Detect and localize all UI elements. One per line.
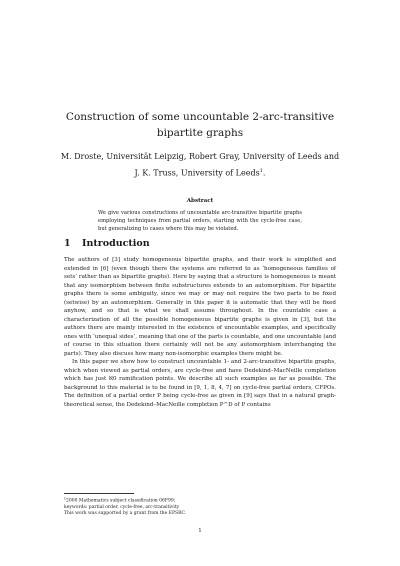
footnote-1: $^1$2000 Mathematics subject classification 06F99; bbox=[64, 497, 176, 504]
abstract-heading: Abstract bbox=[186, 198, 214, 204]
title-line-2: bipartite graphs bbox=[156, 127, 244, 139]
footnote-rule bbox=[64, 493, 134, 494]
paragraph-2: In this paper we show how to construct uncountable 1- and 2-arc-transitive bipartite graphs, which when viewed as partial orders, are cycle-free and have Dedekind–MacNeille completion which has just ℵ0 ramification points. We describe all such examples as far as possible. The background to this material is to be found in [9, 1, 8, 4, 7] on cycle-free partial orders, CFPOs. The definition of a partial order P being cycle-free as given in [9] says that in a natural graph-theoretical sense, the Dedekind–MacNeille completion P^D of P contains bbox=[64, 359, 336, 408]
authors-line-1: M. Droste, Universität Leipzig, Robert Gray, University of Leeds and bbox=[60, 152, 340, 161]
footnote-3: This work was supported by a grant from the EPSRC. bbox=[64, 511, 187, 517]
authors-line-2-text: J. K. Truss, University of Leeds bbox=[134, 168, 260, 178]
section-title: Introduction bbox=[82, 238, 150, 249]
section-number: 1 bbox=[64, 238, 71, 249]
authors-line-2: J. K. Truss, University of Leeds$^1$. bbox=[134, 168, 266, 178]
abstract-text: We give various constructions of uncountable arc-transitive bipartite graphs employing techniques from partial orders, starting with the cycle-free case, but generalizing to cases where this may be violated. bbox=[98, 210, 302, 233]
footnotes bbox=[64, 496, 336, 518]
footnote-marker: 1 bbox=[64, 497, 67, 501]
author-footnote-marker: 1 bbox=[259, 168, 263, 174]
paragraph-1: The authors of [3] study homogeneous bipartite graphs, and their work is simplified and extended in [6] (even though there the systems are referred to as ‘homogeneous families of sets’ rather than as bipartite graphs). Here by saying that a structure is homogeneous is meant that any isomorphism between finite substructures extends to an automorphism. For bipartite graphs there is some ambiguity, since we may or may not require the two parts to be fixed (setwise) by an automorphism. Generally in this paper it is automatic that they will be fixed anyhow, and so that is what we shall assume throughout. In the countable case a characterization of all the possible homogeneous bipartite graphs is given in [3], but the authors there are mainly interested in the existence of uncountable examples, and specifically ones with ‘unequal sides’, meaning that one of the parts is countable, and one uncountable (and of course in this situation there certainly will not be any automorphism interchanging the parts). They also discuss how many non-isomorphic examples there might be. bbox=[64, 257, 336, 357]
body-text bbox=[64, 256, 336, 409]
page-number: 1 bbox=[198, 528, 202, 534]
footnote-2: keywords: partial order, cycle-free, arc-transitivity bbox=[64, 505, 180, 510]
title-line-1: Construction of some uncountable 2-arc-transitive bbox=[65, 111, 335, 123]
paper-title bbox=[60, 109, 340, 141]
section-heading bbox=[64, 238, 150, 249]
